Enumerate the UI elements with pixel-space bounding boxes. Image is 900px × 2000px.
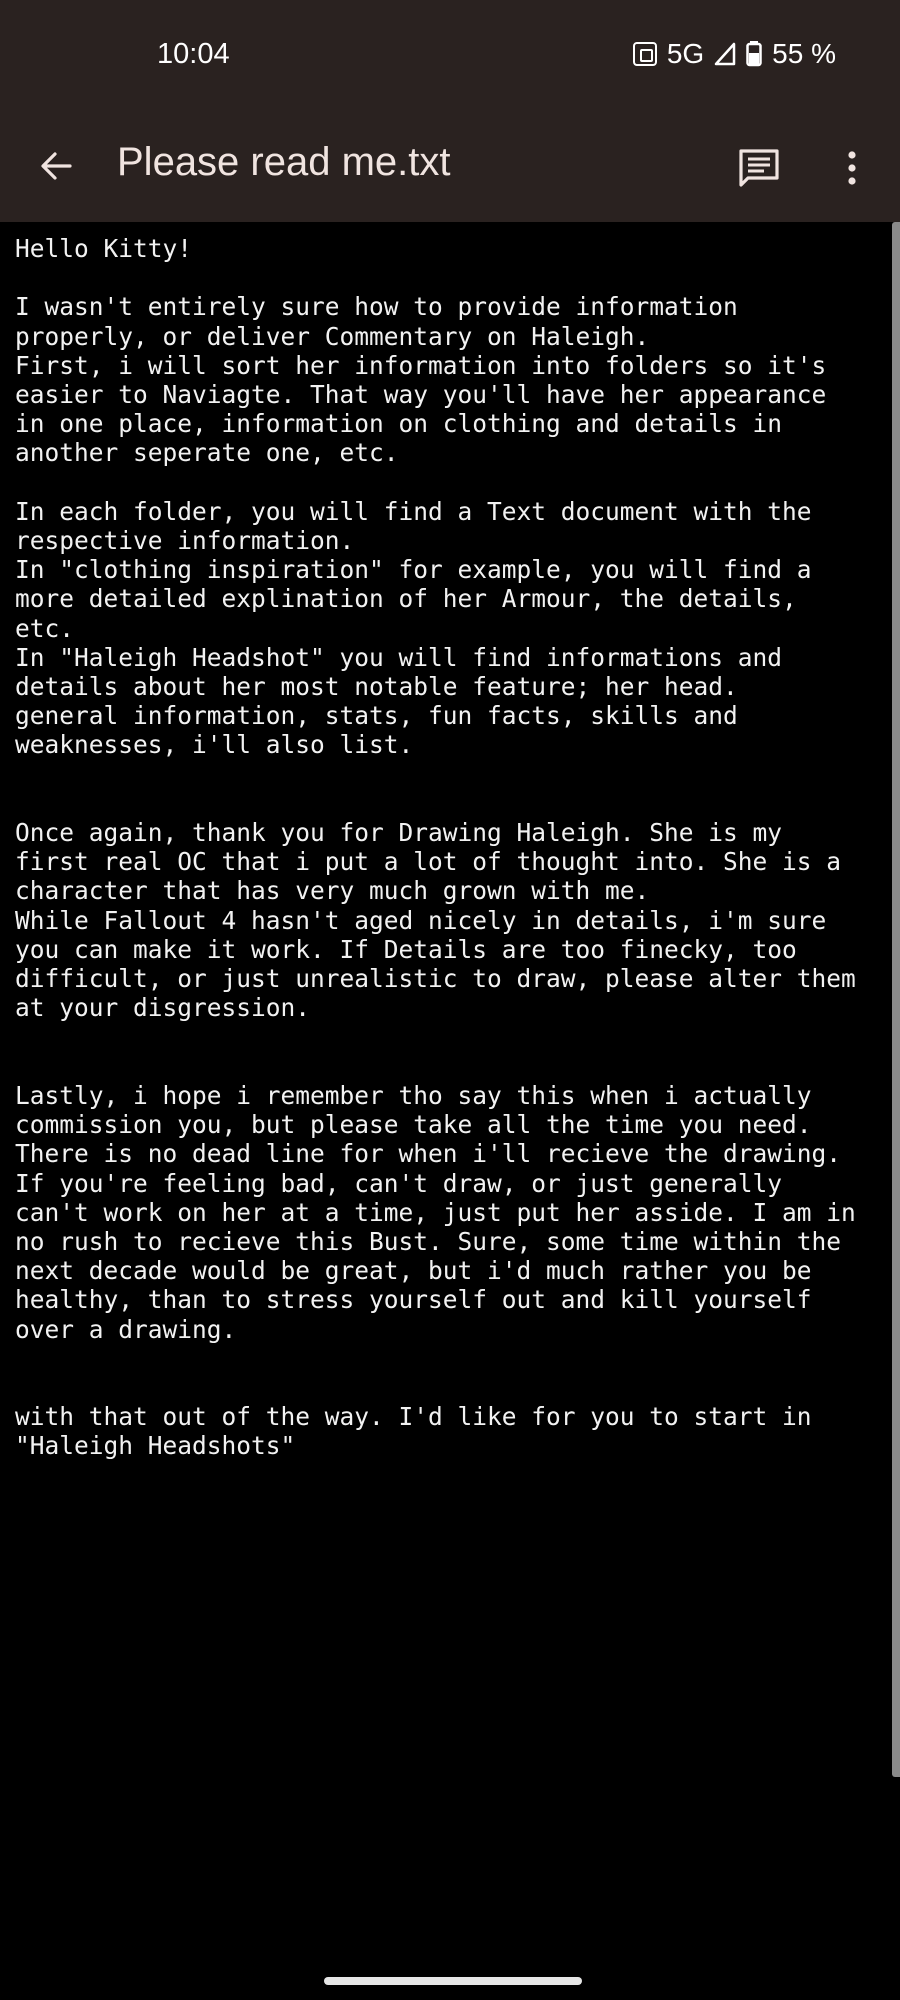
more-vertical-icon (847, 150, 857, 186)
comment-button[interactable] (735, 144, 783, 192)
battery-icon (746, 41, 762, 67)
text-line: weaknesses, i'll also list. (15, 730, 414, 760)
text-line: I wasn't entirely sure how to provide information (15, 292, 738, 322)
text-line: There is no dead line for when i'll recieve the drawing. (15, 1139, 842, 1169)
text-line: healthy, than to stress yourself out and kill yourself (15, 1285, 812, 1315)
text-line: In "clothing inspiration" for example, you will find a (15, 555, 812, 585)
text-line: details about her most notable feature; her head. (15, 672, 738, 702)
text-line: "Haleigh Headshots" (15, 1431, 296, 1461)
app-bar (0, 110, 900, 222)
text-line: character that has very much grown with me. (15, 876, 650, 906)
more-options-button[interactable] (834, 144, 870, 192)
scrollbar[interactable] (892, 222, 900, 1777)
document-text (0, 222, 892, 1461)
text-line: next decade would be great, but i'd much rather you be (15, 1256, 812, 1286)
battery-percentage: 55 % (772, 38, 836, 69)
text-line: commission you, but please take all the time you need. (15, 1110, 812, 1140)
text-line: you can make it work. If Details are too finecky, too (15, 934, 797, 964)
text-line: difficult, or just unrealistic to draw, please alter them (15, 964, 856, 994)
text-line: Lastly, i hope i remember tho say this when i actually (15, 1080, 812, 1110)
text-line: general information, stats, fun facts, skills and (15, 701, 738, 731)
text-line: properly, or deliver Commentary on Haleigh. (15, 321, 650, 351)
text-line: at your disgression. (15, 993, 311, 1023)
status-time: 10:04 (157, 38, 230, 70)
document-content[interactable] (0, 222, 892, 2000)
text-line: Once again, thank you for Drawing Haleigh. She is my (15, 818, 783, 848)
text-line: First, i will sort her information into folders so it's (15, 350, 827, 380)
text-line: more detailed explination of her Armour, the details, (15, 584, 797, 614)
signal-icon (714, 42, 736, 66)
text-line: no rush to recieve this Bust. Sure, some time within the (15, 1226, 842, 1256)
text-line: etc. (15, 613, 75, 643)
text-line: can't work on her at a time, just put her asside. I am in (15, 1197, 856, 1227)
home-indicator[interactable] (324, 1977, 582, 1985)
text-line: If you're feeling bad, can't draw, or just generally (15, 1168, 783, 1198)
text-line: easier to Naviagte. That way you'll have her appearance (15, 380, 827, 410)
page-title: Please read me.txt (117, 140, 451, 184)
text-line: In "Haleigh Headshot" you will find informations and (15, 642, 783, 672)
text-line: respective information. (15, 526, 355, 556)
text-line: in one place, information on clothing and details in (15, 409, 783, 439)
text-line: with that out of the way. I'd like for you to start in (15, 1402, 812, 1432)
text-line: In each folder, you will find a Text document with the (15, 496, 812, 526)
text-line: another seperate one, etc. (15, 438, 399, 468)
back-button[interactable] (30, 140, 82, 192)
status-bar (0, 0, 900, 110)
comment-icon (738, 147, 780, 189)
nfc-icon (633, 42, 657, 66)
back-arrow-icon (39, 149, 73, 183)
text-line: Hello Kitty! (15, 234, 193, 263)
text-line: While Fallout 4 hasn't aged nicely in details, i'm sure (15, 905, 827, 935)
text-line: over a drawing. (15, 1314, 237, 1344)
network-type: 5G (666, 38, 705, 69)
status-icons (633, 38, 836, 70)
text-line: first real OC that i put a lot of thought into. She is a (15, 847, 842, 877)
